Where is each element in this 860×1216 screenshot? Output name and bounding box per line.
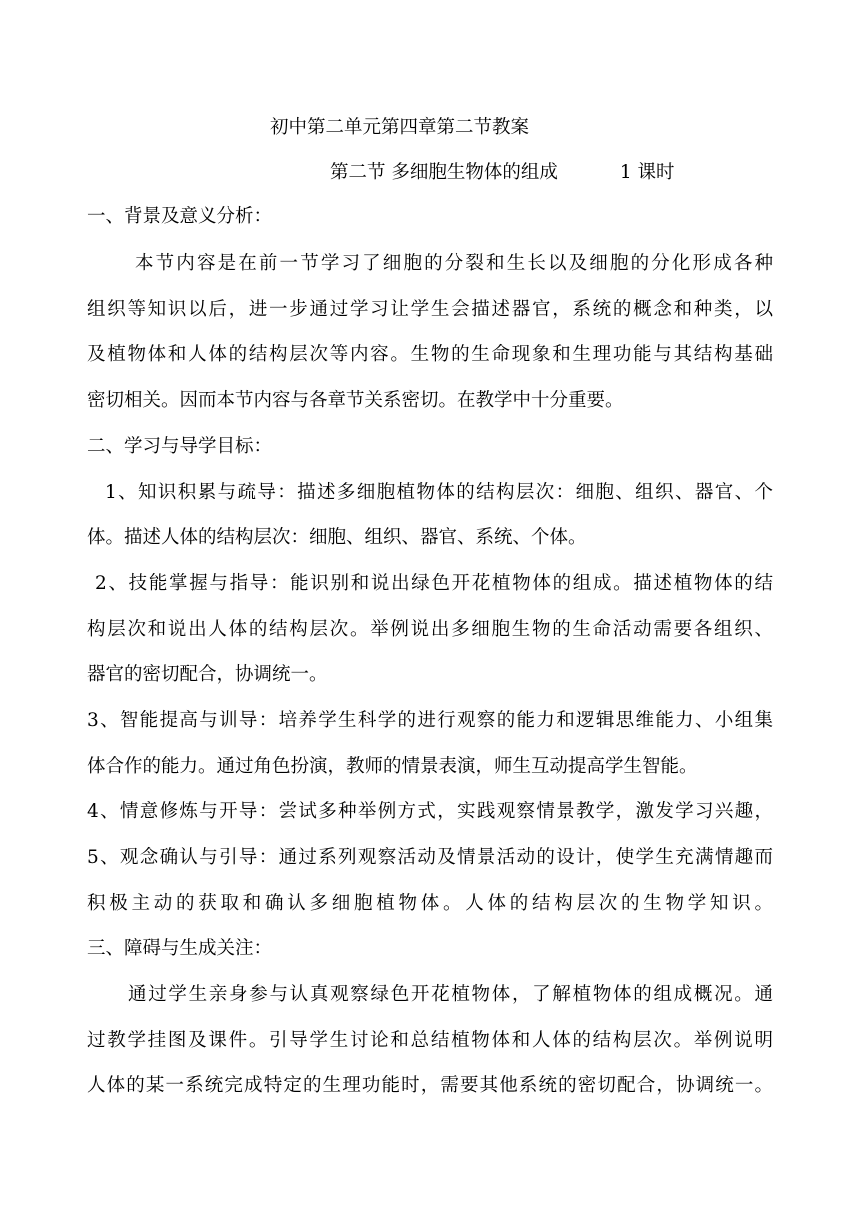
heading-background: 一、背景及意义分析： (87, 206, 273, 227)
paragraph-line: 4、情意修炼与开导：尝试多种举例方式，实践观察情景教学，激发学习兴趣， (87, 801, 773, 822)
paragraph-line: 1、知识积累与疏导：描述多细胞植物体的结构层次：细胞、组织、器官、个 (105, 482, 773, 503)
section-subtitle (330, 161, 675, 185)
section-name: 第二节 多细胞生物体的组成 (330, 162, 558, 183)
paragraph-line: 体合作的能力。通过角色扮演，教师的情景表演，师生互动提高学生智能。 (87, 756, 698, 777)
heading-obstacles: 三、障碍与生成关注： (87, 938, 273, 959)
paragraph-line: 5、观念确认与引导：通过系列观察活动及情景活动的设计，使学生充满情趣而 (87, 847, 773, 868)
paragraph-line: 3、智能提高与训导：培养学生科学的进行观察的能力和逻辑思维能力、小组集 (87, 710, 773, 731)
paragraph-line: 及植物体和人体的结构层次等内容。生物的生命现象和生理功能与其结构基础 (87, 344, 773, 365)
paragraph-line: 密切相关。因而本节内容与各章节关系密切。在教学中十分重要。 (87, 390, 624, 411)
paragraph-line: 过教学挂图及课件。引导学生讨论和总结植物体和人体的结构层次。举例说明 (87, 1030, 773, 1051)
heading-objectives: 二、学习与导学目标： (87, 436, 273, 457)
paragraph-line: 通过学生亲身参与认真观察绿色开花植物体，了解植物体的组成概况。通 (128, 984, 773, 1005)
paragraph-line: 组织等知识以后，进一步通过学习让学生会描述器官，系统的概念和种类，以 (87, 299, 773, 320)
lesson-duration: 1 课时 (619, 162, 675, 183)
paragraph-line: 积极主动的获取和确认多细胞植物体。人体的结构层次的生物学知识。 (87, 893, 773, 914)
paragraph-line: 人体的某一系统完成特定的生理功能时，需要其他系统的密切配合，协调统一。 (87, 1075, 773, 1096)
paragraph-line: 本节内容是在前一节学习了细胞的分裂和生长以及细胞的分化形成各种 (135, 253, 773, 274)
paragraph-line: 构层次和说出人体的结构层次。举例说出多细胞生物的生命活动需要各组织、 (87, 619, 773, 640)
document-title: 初中第二单元第四章第二节教案 (270, 117, 530, 138)
paragraph-line: 体。描述人体的结构层次：细胞、组织、器官、系统、个体。 (87, 527, 587, 548)
paragraph-line: 器官的密切配合，协调统一。 (87, 664, 328, 685)
paragraph-line: 2、技能掌握与指导：能识别和说出绿色开花植物体的组成。描述植物体的结 (95, 573, 773, 594)
